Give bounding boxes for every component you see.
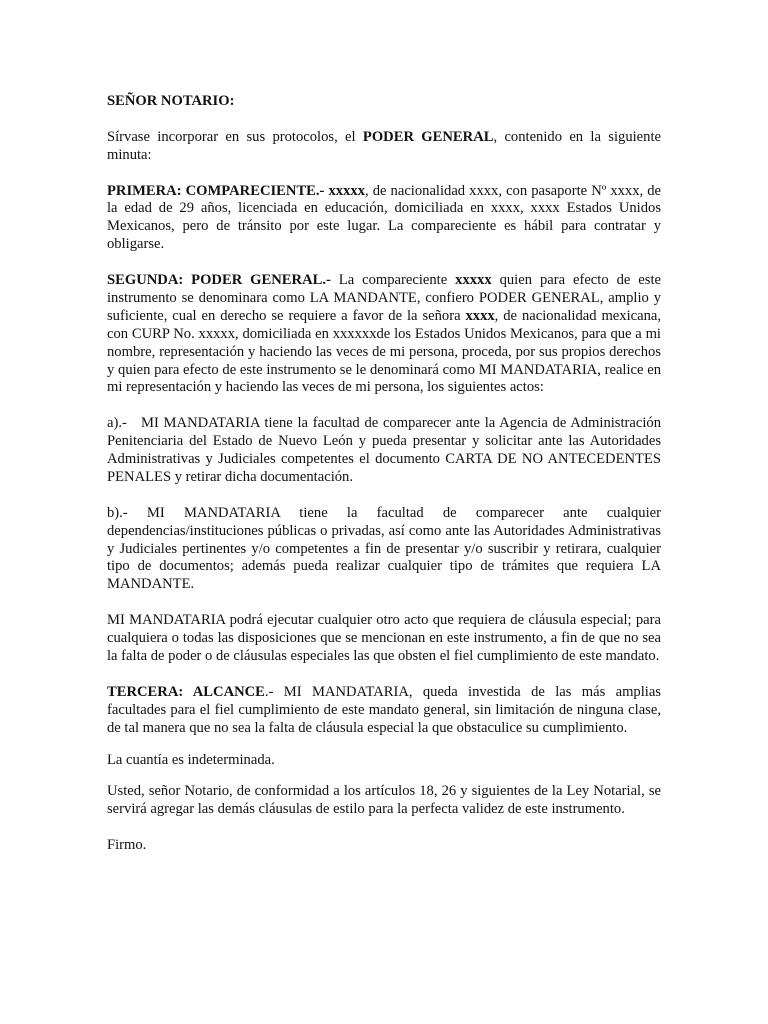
primera-name: xxxxx: [328, 182, 365, 199]
segunda-name-1: xxxxx: [455, 272, 492, 289]
heading: [107, 93, 661, 111]
intro-bold: PODER GENERAL: [362, 128, 494, 145]
intro-pre: Sírvase incorporar en sus protocolos, el: [107, 128, 363, 145]
cuantia-paragraph: La cuantía es indeterminada.: [107, 751, 275, 768]
segunda-text-3: , de nacionalidad mexicana, con CURP No. xxxxx, domiciliada en xxxxxxde los Estados Unidos Mexicanos, para que a mi nombre, representación y haciendo las veces de mi persona, proceda, por sus propios derechos y quien para efecto de este instrumento se le denominará como MI MANDATARIA, realice en mi representación y haciendo las veces de mi persona, los siguientes actos:: [107, 307, 661, 396]
segunda-text-1: La compareciente: [330, 272, 456, 289]
heading-text: SEÑOR NOTARIO:: [107, 93, 235, 109]
firmo-line: Firmo.: [107, 837, 147, 854]
segunda-text-2: quien para efecto de este instrumento se denominara como LA MANDANTE, confiero PODER GENERAL, amplio y suficiente, cual en derecho se requiere a favor de la señora: [107, 272, 661, 324]
segunda-label: SEGUNDA: PODER GENERAL.-: [107, 272, 331, 289]
primera-text: , de nacionalidad xxxx, con pasaporte Nº xxxx, de la edad de 29 años, licenciada en educación, domiciliada en xxxx, xxxx Estados Unidos Mexicanos, pero de tránsito por este lugar. La compareciente es hábil para contratar y obligarse.: [107, 182, 662, 253]
item-b: b).- MI MANDATARIA tiene la facultad de comparecer ante cualquier dependencias/instituciones públicas o privadas, así como ante las Autoridades Administrativas y Judiciales pertinentes y/o competentes a fin de presentar y/o suscribir y retirara, cualquier tipo de documentos; además pueda realizar cualquier tipo de trámites que requiera LA MANDANTE.: [107, 504, 661, 593]
tercera-text: .- MI MANDATARIA, queda investida de las más amplias facultades para el fiel cumplimiento de este mandato general, sin limitación de ninguna clase, de tal manera que no sea la falta de cláusula especial la que obstaculice su cumplimiento.: [107, 683, 661, 736]
primera-clause: [107, 183, 661, 255]
segunda-name-2: xxxx: [465, 307, 495, 324]
usted-paragraph: Usted, señor Notario, de conformidad a los artículos 18, 26 y siguientes de la Ley Notarial, se servirá agregar las demás cláusulas de estilo para la perfecta validez de este instrumento.: [107, 783, 661, 818]
primera-label: PRIMERA: COMPARECIENTE.-: [107, 182, 329, 199]
item-a: a).- MI MANDATARIA tiene la facultad de comparecer ante la Agencia de Administración Penitenciaria del Estado de Nuevo León y pueda presentar y solicitar ante las Autoridades Administrativas y Judiciales competentes el documento CARTA DE NO ANTECEDENTES PENALES y retirar dicha documentación.: [107, 415, 665, 485]
intro-post: , contenido en la siguiente minuta:: [107, 128, 661, 163]
mandataria-paragraph: MI MANDATARIA podrá ejecutar cualquier otro acto que requiera de cláusula especial; para cualquiera o todas las disposiciones que se mencionan en este instrumento, a fin de que no sea la falta de poder o de cláusulas especiales las que obsten el fiel cumplimiento de este mandato.: [107, 612, 661, 664]
tercera-clause: [107, 684, 661, 738]
document-page: [107, 93, 665, 873]
segunda-clause: [107, 272, 661, 397]
intro-paragraph: [107, 129, 661, 165]
tercera-label: TERCERA: ALCANCE: [107, 683, 265, 700]
